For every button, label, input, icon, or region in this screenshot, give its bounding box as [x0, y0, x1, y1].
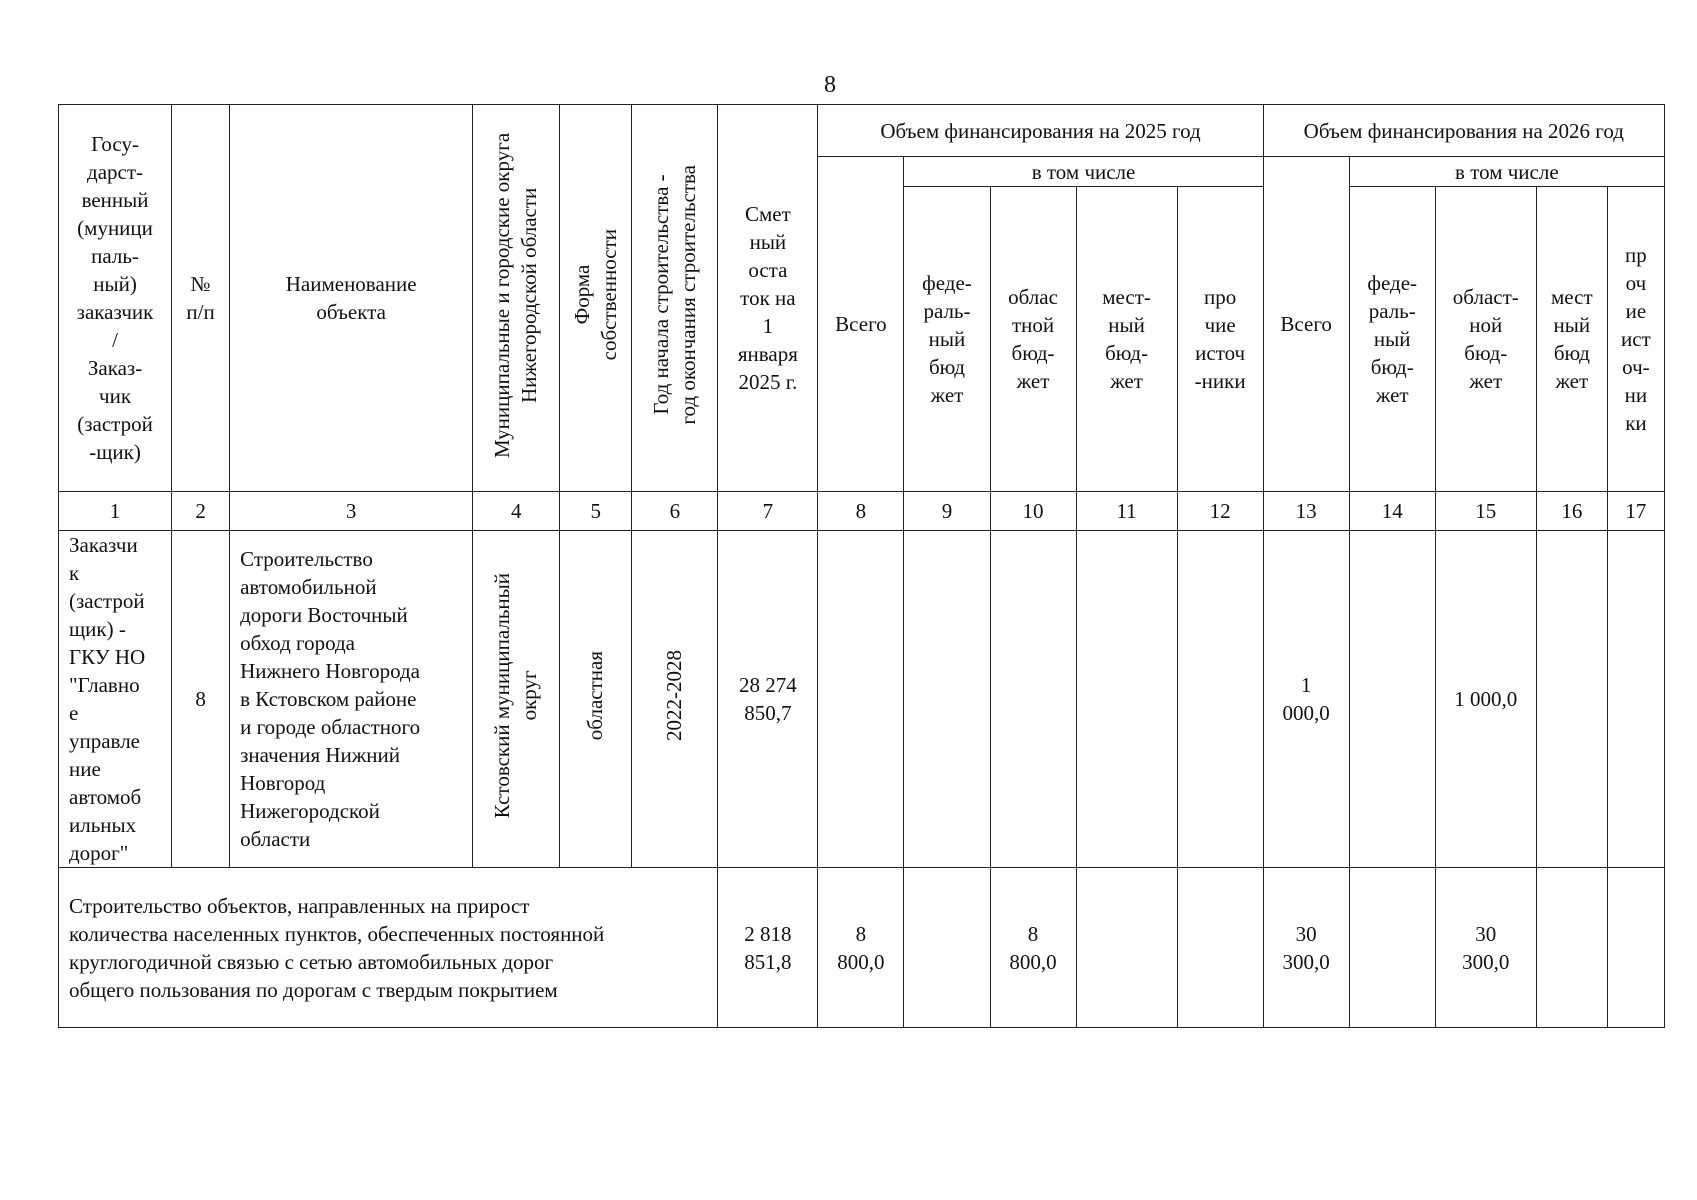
row-years: 2022-2028 — [662, 650, 687, 741]
row-total-2026: 1 000,0 — [1263, 531, 1349, 868]
header-regional-2026: област- ной бюд- жет — [1435, 187, 1536, 492]
row-years-cell — [632, 531, 718, 868]
header-ownership-cell — [560, 105, 632, 492]
summary-local-2026 — [1536, 868, 1607, 1028]
row-municipality: Кстовский муниципальный округ — [490, 572, 542, 819]
table-row — [59, 531, 1665, 868]
header-federal-2026: феде- раль- ный бюд- жет — [1349, 187, 1435, 492]
summary-regional-2025: 8 800,0 — [990, 868, 1076, 1028]
summary-local-2025 — [1076, 868, 1177, 1028]
column-number: 6 — [632, 492, 718, 531]
financing-table — [58, 104, 1665, 1028]
row-federal-2025 — [904, 531, 990, 868]
summary-estimate: 2 818 851,8 — [718, 868, 818, 1028]
header-regional-2025: облас тной бюд- жет — [990, 187, 1076, 492]
row-other-2025 — [1177, 531, 1263, 868]
header-years-cell — [632, 105, 718, 492]
header-number: № п/п — [172, 105, 230, 492]
header-federal-2025: феде- раль- ный бюд жет — [904, 187, 990, 492]
column-number: 3 — [230, 492, 473, 531]
summary-regional-2026: 30 300,0 — [1435, 868, 1536, 1028]
column-number: 1 — [59, 492, 172, 531]
header-customer: Госу- дарст- венный (муници паль- ный) заказчик / Заказ- чик (застрой -щик) — [59, 105, 172, 492]
column-number: 4 — [473, 492, 560, 531]
column-number: 5 — [560, 492, 632, 531]
row-total-2025 — [818, 531, 904, 868]
summary-federal-2025 — [904, 868, 990, 1028]
column-number: 11 — [1076, 492, 1177, 531]
column-number: 17 — [1607, 492, 1664, 531]
header-municipality-cell — [473, 105, 560, 492]
row-regional-2026: 1 000,0 — [1435, 531, 1536, 868]
header-other-2026: пр оч ие ист оч- ни ки — [1607, 187, 1664, 492]
column-number: 2 — [172, 492, 230, 531]
summary-label: Строительство объектов, направленных на прирост количества населенных пунктов, обеспеченных постоянной круглогодичной связью с сетью автомобильных дорог общего пользования по дорогам с твердым покрытием — [59, 868, 718, 1028]
row-object-name: Строительство автомобильной дороги Восточный обход города Нижнего Новгорода в Кстовском районе и городе областного значения Нижний Новгород Нижегородской области — [230, 531, 473, 868]
summary-other-2025 — [1177, 868, 1263, 1028]
summary-total-2025: 8 800,0 — [818, 868, 904, 1028]
header-years: Год начала строительства - год окончания строительства — [648, 164, 700, 425]
row-federal-2026 — [1349, 531, 1435, 868]
summary-other-2026 — [1607, 868, 1664, 1028]
column-number: 9 — [904, 492, 990, 531]
header-estimate: Смет ный оста ток на 1 января 2025 г. — [718, 105, 818, 492]
header-row-1 — [59, 105, 1665, 157]
row-municipality-cell — [473, 531, 560, 868]
column-number: 7 — [718, 492, 818, 531]
header-local-2026: мест ный бюд жет — [1536, 187, 1607, 492]
header-total-2025: Всего — [818, 157, 904, 492]
row-ownership-cell — [560, 531, 632, 868]
header-other-2025: про чие источ -ники — [1177, 187, 1263, 492]
header-municipality: Муниципальные и городские округа Нижегородской области — [490, 131, 542, 458]
column-number: 12 — [1177, 492, 1263, 531]
page-number: 8 — [824, 72, 836, 98]
row-local-2025 — [1076, 531, 1177, 868]
row-ownership: областная — [583, 650, 608, 741]
summary-row — [59, 868, 1665, 1028]
header-ownership: Форма собственности — [569, 228, 621, 361]
summary-federal-2026 — [1349, 868, 1435, 1028]
header-local-2025: мест- ный бюд- жет — [1076, 187, 1177, 492]
column-number: 13 — [1263, 492, 1349, 531]
column-number: 10 — [990, 492, 1076, 531]
row-local-2026 — [1536, 531, 1607, 868]
header-including-2025: в том числе — [904, 157, 1263, 187]
column-number: 8 — [818, 492, 904, 531]
header-total-2026: Всего — [1263, 157, 1349, 492]
header-fin-2025: Объем финансирования на 2025 год — [818, 105, 1263, 157]
column-number: 16 — [1536, 492, 1607, 531]
row-estimate: 28 274 850,7 — [718, 531, 818, 868]
header-object-name: Наименование объекта — [230, 105, 473, 492]
summary-total-2026: 30 300,0 — [1263, 868, 1349, 1028]
header-including-2026: в том числе — [1349, 157, 1664, 187]
column-numbers-row — [59, 492, 1665, 531]
row-regional-2025 — [990, 531, 1076, 868]
row-other-2026 — [1607, 531, 1664, 868]
column-number: 15 — [1435, 492, 1536, 531]
row-number: 8 — [172, 531, 230, 868]
column-number: 14 — [1349, 492, 1435, 531]
row-customer: Заказчи к (застрой щик) - ГКУ НО "Главно е управле ние автомоб ильных дорог" — [59, 531, 172, 868]
header-fin-2026: Объем финансирования на 2026 год — [1263, 105, 1664, 157]
